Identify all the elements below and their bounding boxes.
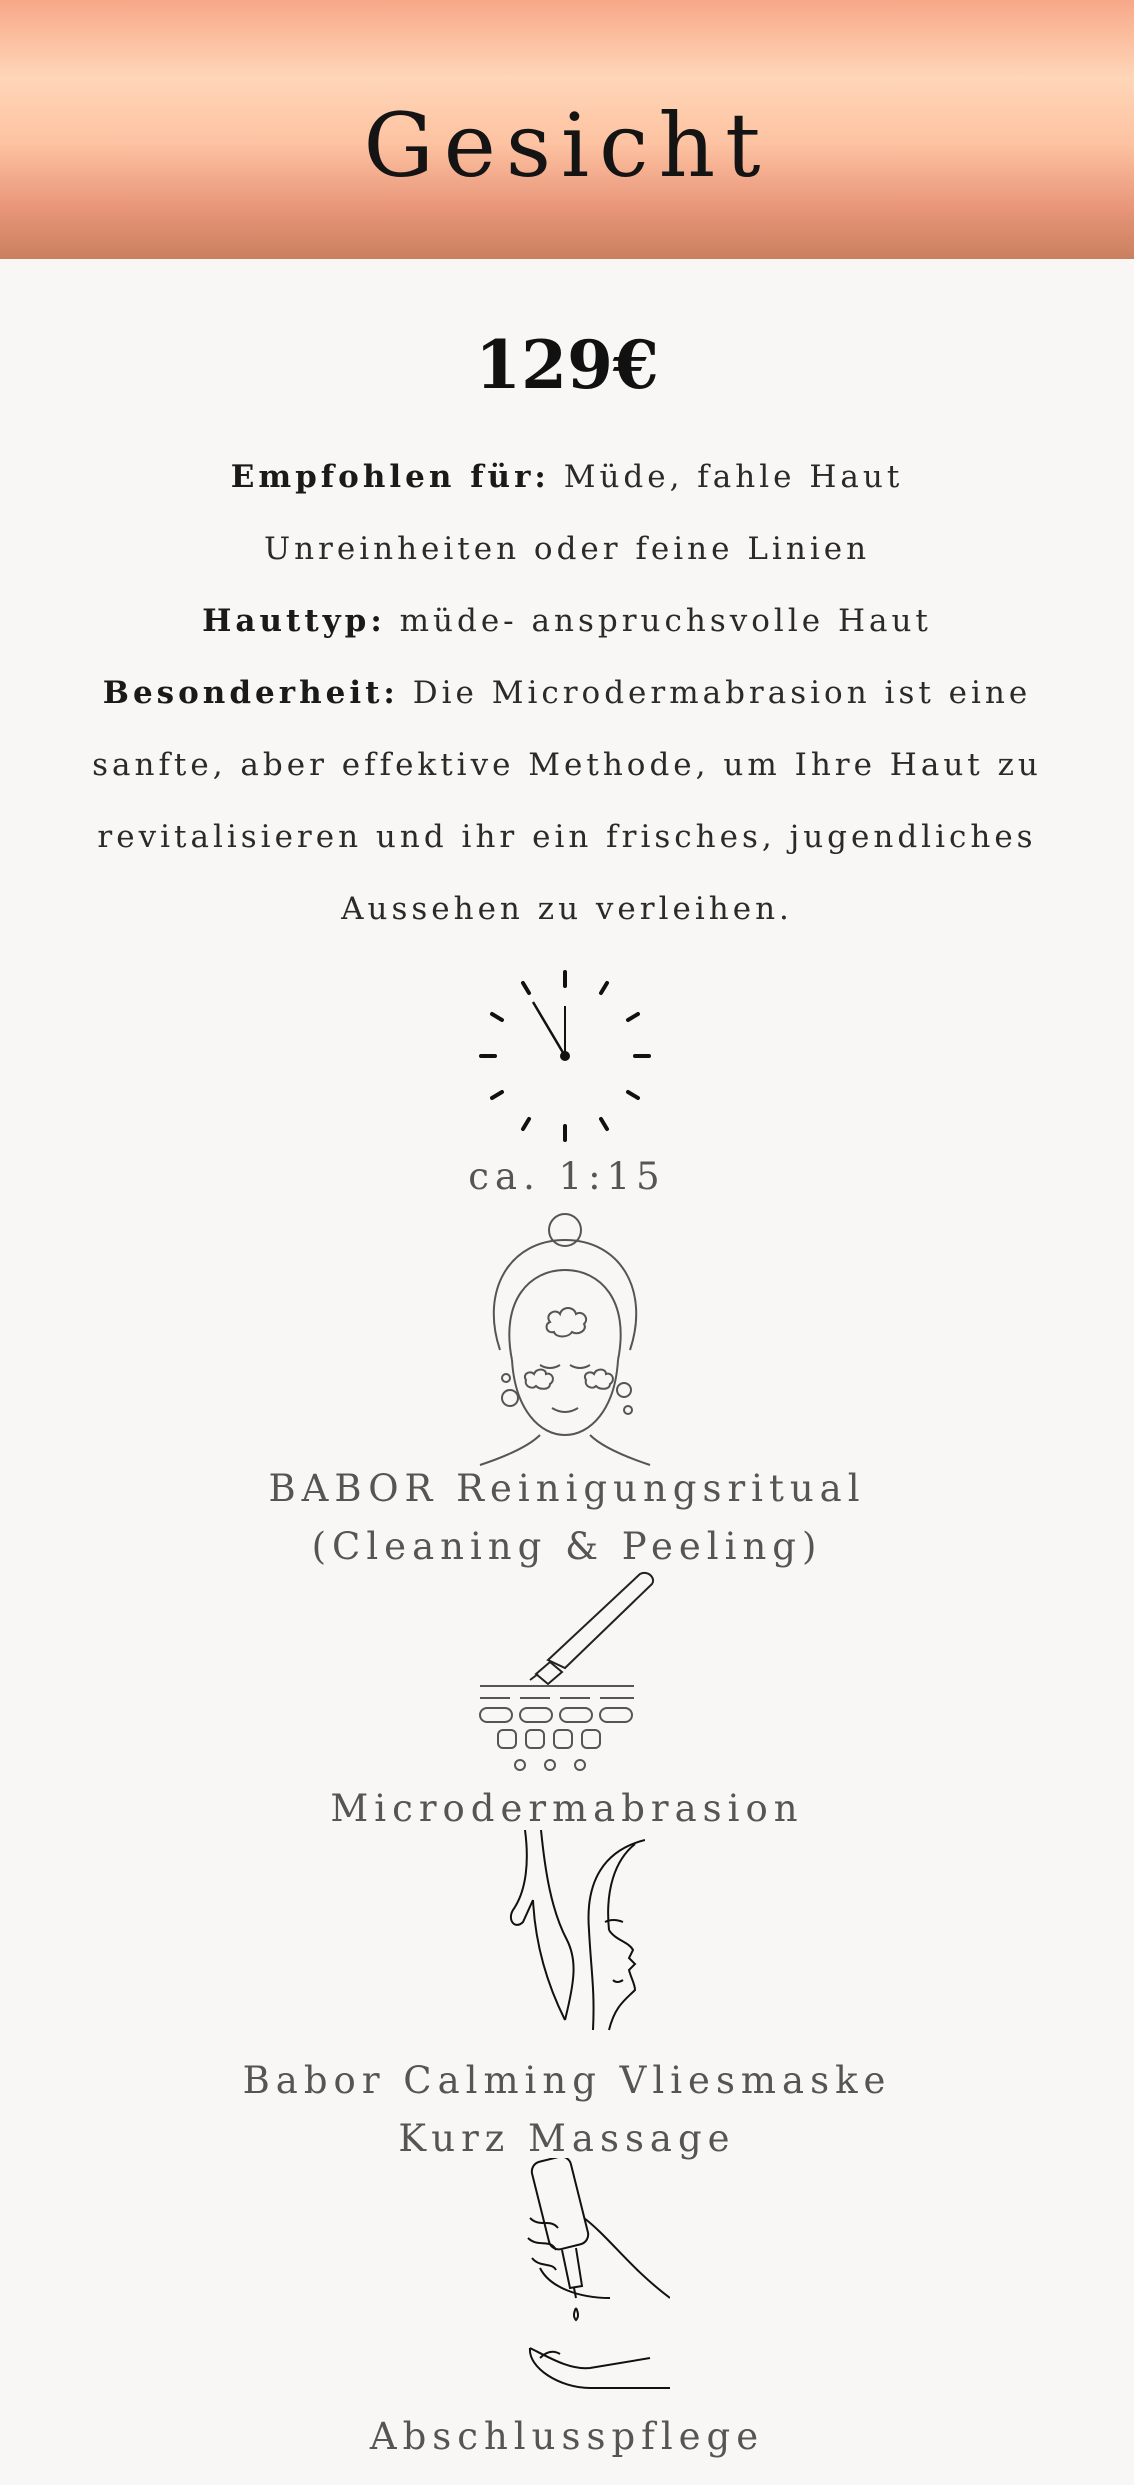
step-4-title: Abschlusspflege [369, 2415, 765, 2458]
special-text-4: Aussehen zu verleihen. [341, 891, 793, 927]
microdermabrasion-pen-icon [470, 1568, 670, 1778]
skin-type-label: Hauttyp: [202, 603, 386, 639]
step-3-subtitle: Kurz Massage [398, 2117, 736, 2160]
recommended-label: Empfohlen für: [230, 459, 550, 495]
treatment-info [60, 441, 1074, 945]
special-text-2: sanfte, aber effektive Methode, um Ihre Haut zu [92, 747, 1042, 783]
serum-dropper-icon [520, 2158, 670, 2413]
clock-icon [477, 968, 653, 1144]
page-title: Gesicht [363, 94, 771, 197]
face-massage-icon [505, 1830, 645, 2060]
skin-type-line [60, 585, 1074, 657]
step-4-label [0, 2408, 1134, 2466]
step-1-subtitle: (Cleaning & Peeling) [311, 1525, 823, 1568]
face-cleansing-icon [470, 1210, 660, 1470]
step-3-title: Babor Calming Vliesmaske [242, 2059, 892, 2102]
recommended-line [60, 441, 1074, 513]
step-1-title: BABOR Reinigungsritual [268, 1467, 866, 1510]
special-text-3: revitalisieren und ihr ein frisches, jugendliches [97, 819, 1037, 855]
header-banner [0, 0, 1134, 259]
price: 129€ [475, 326, 659, 404]
step-1-label [0, 1460, 1134, 1576]
special-text-1: Die Microdermabrasion ist eine [398, 675, 1032, 711]
duration-label: ca. 1:15 [468, 1155, 666, 1198]
recommended-line-2: Unreinheiten oder feine Linien [263, 531, 871, 567]
step-2-title: Microdermabrasion [330, 1787, 804, 1830]
recommended-value: Müde, fahle Haut [549, 459, 904, 495]
special-label: Besonderheit: [102, 675, 399, 711]
skin-type-value: müde- anspruchsvolle Haut [385, 603, 932, 639]
step-3-label [0, 2052, 1134, 2168]
special-line [60, 657, 1074, 729]
